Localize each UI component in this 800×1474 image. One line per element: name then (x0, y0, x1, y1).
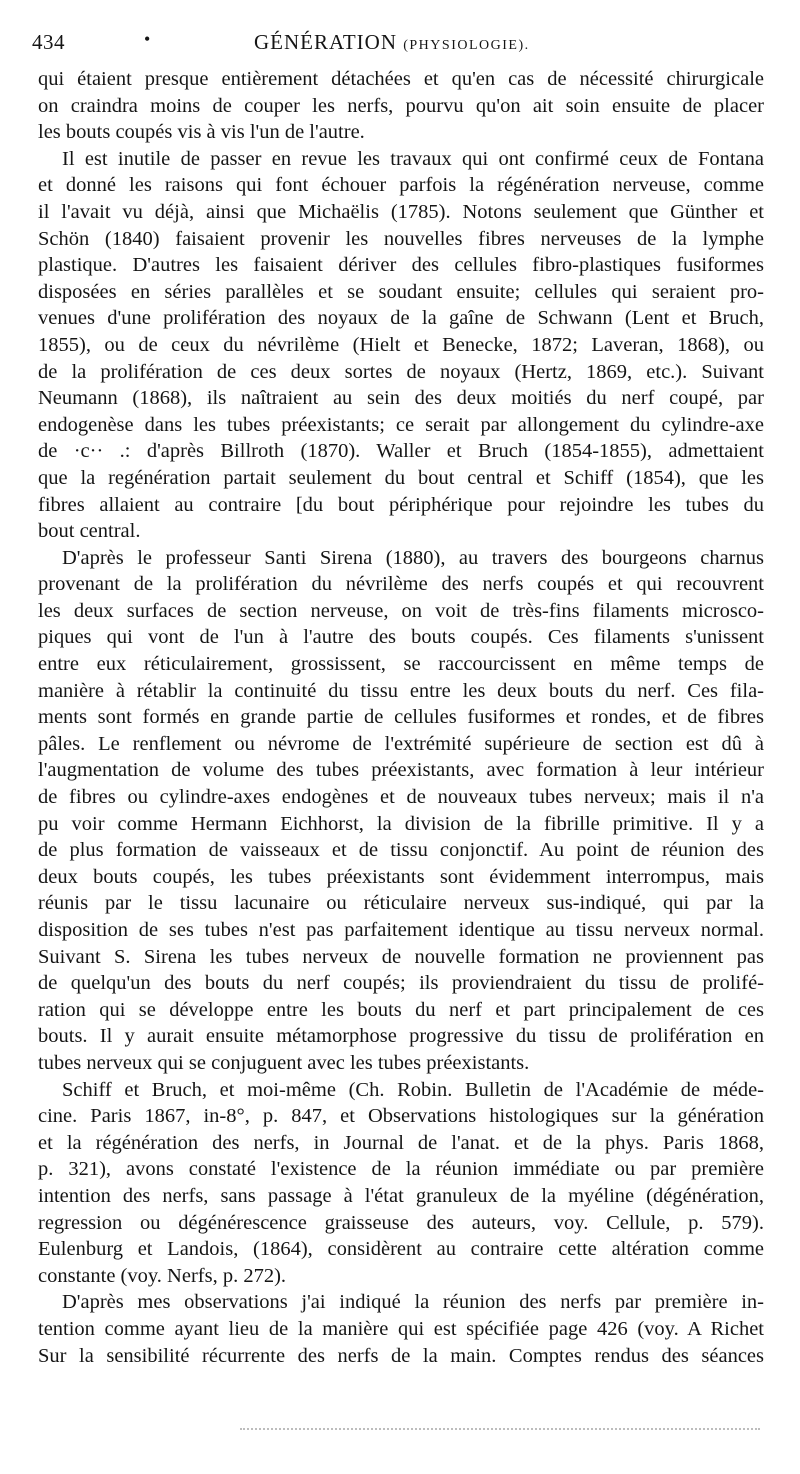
text-line: qui étaient presque entièrement détachées et qu'en cas de nécessité chirurgicale (38, 68, 764, 90)
text-line: bout central. (38, 520, 141, 543)
text-line: Schön (1840) faisaient provenir les nouvelles fibres nerveuses de la lymphe (38, 227, 764, 250)
text-line: Eulenburg et Landois, (1864), considèrent au contraire cette altération comme (38, 1238, 764, 1261)
text-line: Schiff et Bruch, et moi-même (Ch. Robin. Bulletin de l'Académie de méde- (62, 1078, 764, 1101)
text-line: D'après le professeur Santi Sirena (1880), au travers des bourgeons charnus (62, 546, 764, 569)
text-line: tubes nerveux qui se conjuguent avec les tubes préexistants. (38, 1051, 530, 1074)
text-line: de ·c·· .: d'après Billroth (1870). Waller et Bruch (1854-1855), admettaient (38, 440, 764, 463)
text-line: tention comme ayant lieu de la manière qui est spécifiée page 426 (voy. A Richet (38, 1317, 764, 1340)
text-line: provenant de la prolifération du névrilème des nerfs coupés et qui recouvrent (38, 573, 764, 596)
text-line: intention des nerfs, sans passage à l'état granuleux de la myéline (dégénération, (38, 1184, 764, 1207)
text-line: que la regénération partait seulement du bout central et Schiff (1854), que les (38, 466, 764, 489)
text-line: et la régénération des nerfs, in Journal de l'anat. et de la phys. Paris 1868, (38, 1131, 764, 1154)
running-header (32, 30, 772, 58)
text-line: les deux surfaces de section nerveuse, on voit de très-fins filaments microsco- (38, 599, 764, 622)
text-line: il l'avait vu déjà, ainsi que Michaëlis (1785). Notons seulement que Günther et (38, 200, 764, 223)
text-line: Neumann (1868), ils naîtraient au sein des deux moitiés du nerf coupé, par (38, 387, 764, 410)
text-line: D'après mes observations j'ai indiqué la réunion des nerfs par première in- (62, 1291, 764, 1314)
text-line: pu voir comme Hermann Eichhorst, la division de la fibrille primitive. Il y a (38, 812, 764, 835)
text-line: endogenèse dans les tubes préexistants; ce serait par allongement du cylindre-axe (38, 413, 764, 436)
text-line: disposition de ses tubes n'est pas parfaitement identique au tissu nerveux normal. (38, 919, 764, 941)
text-line: ration qui se développe entre les bouts du nerf et part principalement de ces (38, 998, 764, 1021)
text-line: les bouts coupés vis à vis l'un de l'autre. (38, 121, 365, 144)
text-line: constante (voy. Nerfs, p. 272). (38, 1264, 287, 1287)
text-line: de quelqu'un des bouts du nerf coupés; ils proviendraient du tissu de prolifé- (38, 972, 764, 995)
text-line: bouts. Il y aurait ensuite métamorphose progressive du tissu de prolifération en (38, 1025, 764, 1048)
header-subtitle: (PHYSIOLOGIE). (403, 38, 530, 53)
text-line: de fibres ou cylindre-axes endogènes et de nouveaux tubes nerveux; mais il n'a (38, 786, 764, 809)
text-line: réunis par le tissu lacunaire ou réticulaire nerveux sus-indiqué, qui par la (38, 892, 764, 915)
text-line: et donné les raisons qui font échouer parfois la régénération nerveuse, comme (38, 174, 764, 197)
text-line: fibres allaient au contraire [du bout périphérique pour rejoindre les tubes du (38, 493, 764, 516)
text-line: on craindra moins de couper les nerfs, pourvu qu'on ait soin ensuite de placer (38, 94, 764, 117)
text-line: entre eux réticulairement, grossissent, se raccourcissent en même temps de (38, 653, 764, 676)
footer-scan-artifact (240, 1428, 760, 1434)
page-number: 434 (32, 30, 65, 54)
text-line: Suivant S. Sirena les tubes nerveux de nouvelle formation ne proviennent pas (38, 945, 764, 968)
text-line: Sur la sensibilité récurrente des nerfs de la main. Comptes rendus des séances (38, 1344, 764, 1367)
text-line: ments sont formés en grande partie de cellules fusiformes et rondes, et de fibres (38, 706, 764, 729)
text-line: de plus formation de vaisseaux et de tissu conjonctif. Au point de réunion des (38, 839, 764, 862)
text-line: regression ou dégénérescence graisseuse des auteurs, voy. Cellule, p. 579). (38, 1211, 764, 1234)
text-line: cine. Paris 1867, in-8°, p. 847, et Observations histologiques sur la génération (38, 1105, 764, 1128)
text-line: l'augmentation de volume des tubes préexistants, avec formation à leur intérieur (38, 759, 764, 782)
text-line: manière à rétablir la continuité du tissu entre les deux bouts du nerf. Ces fila- (38, 679, 764, 702)
text-line: Il est inutile de passer en revue les travaux qui ont confirmé ceux de Fontana (62, 147, 764, 170)
text-line: plastique. D'autres les faisaient dériver des cellules fibro-plastiques fusiformes (38, 254, 764, 277)
text-line: p. 321), avons constaté l'existence de la réunion immédiate ou par première (38, 1158, 764, 1181)
text-line: 1855), ou de ceux du névrilème (Hielt et Benecke, 1872; Laveran, 1868), ou (38, 333, 764, 356)
text-line: venues d'une prolifération des noyaux de la gaîne de Schwann (Lent et Bruch, (38, 307, 764, 330)
text-line: disposées en séries parallèles et se soudant ensuite; cellules qui seraient pro- (38, 280, 764, 303)
text-line: pâles. Le renflement ou névrome de l'extrémité supérieure de section est dû à (38, 732, 764, 755)
header-bullet: • (144, 29, 151, 49)
text-line: de la prolifération de ces deux sortes de noyaux (Hertz, 1869, etc.). Suivant (38, 360, 764, 383)
text-line: piques qui vont de l'un à l'autre des bouts coupés. Ces filaments s'unissent (38, 626, 764, 649)
text-line: deux bouts coupés, les tubes préexistants sont évidemment interrompus, mais (38, 865, 764, 888)
header-title (254, 30, 530, 55)
header-title-main: GÉNÉRATION (254, 30, 397, 54)
body-text (38, 66, 764, 1369)
